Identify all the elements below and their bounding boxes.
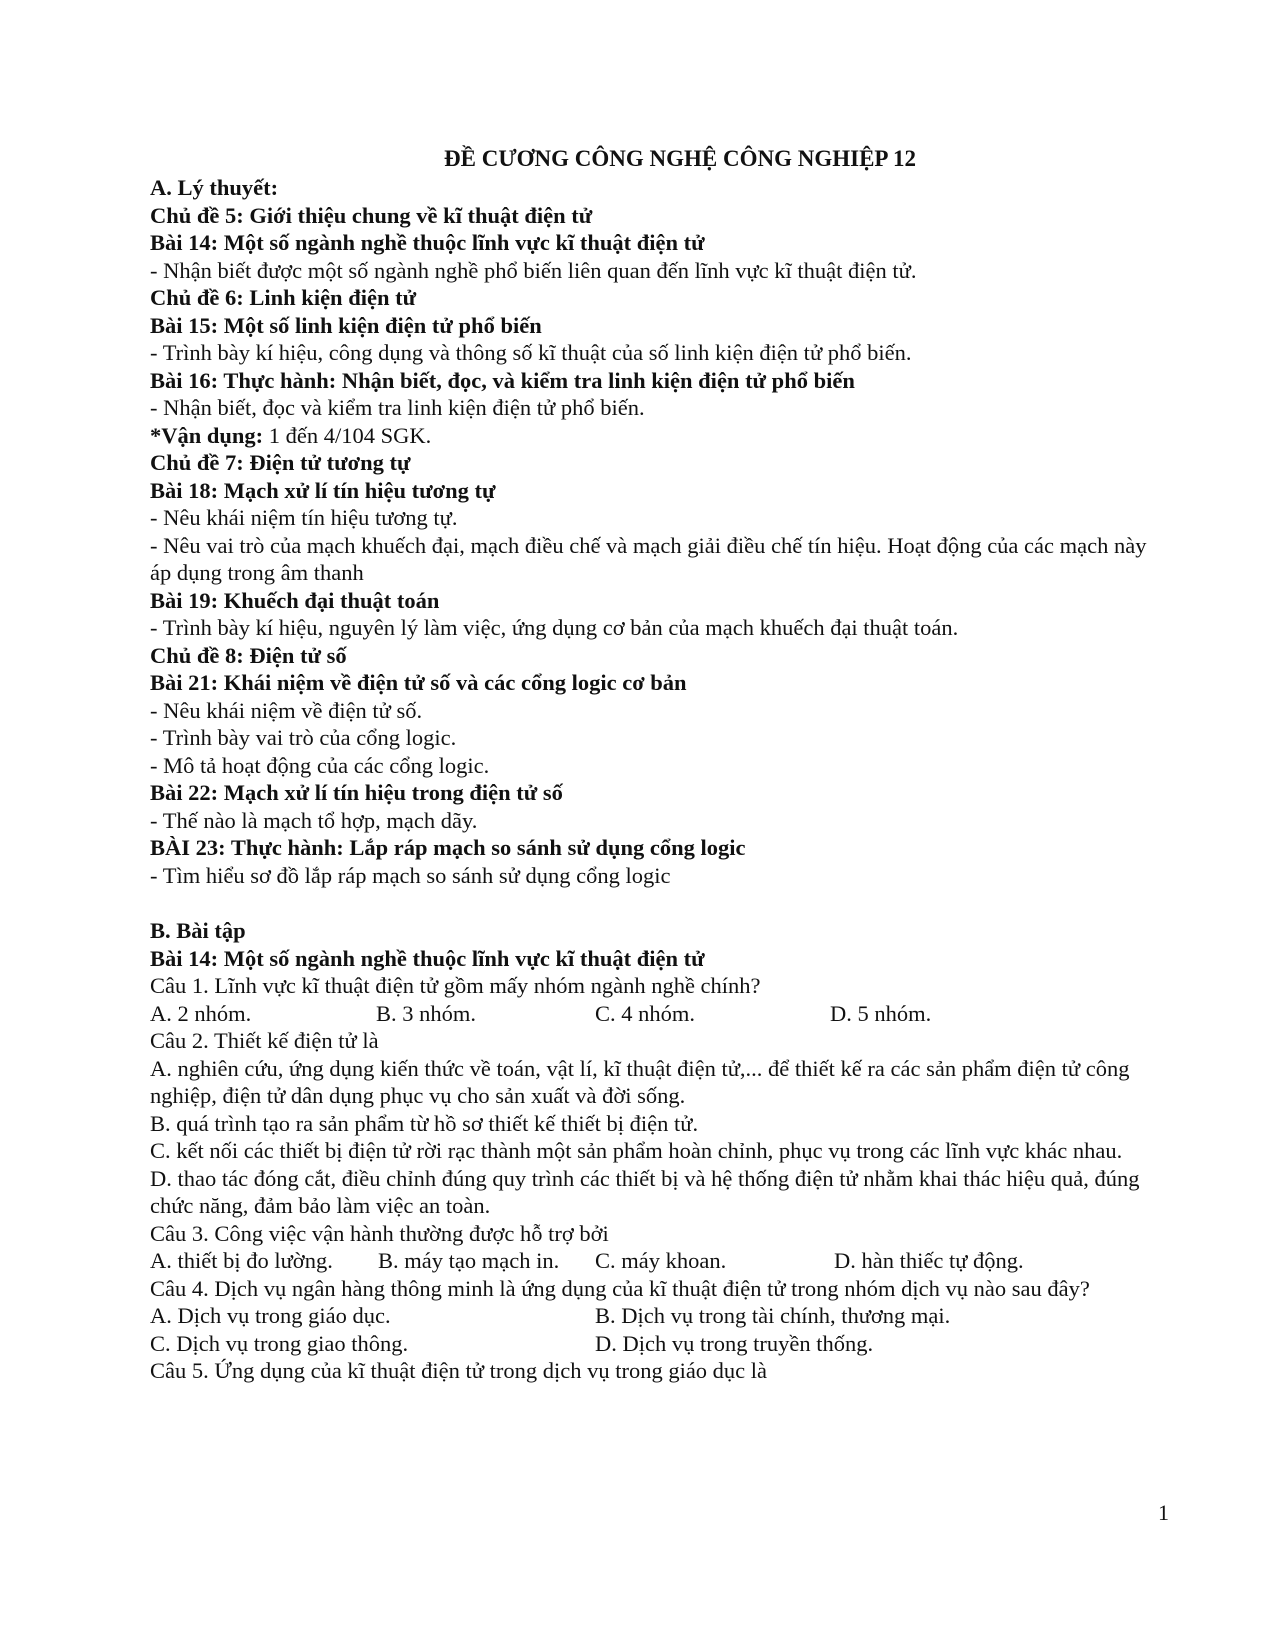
option: D. 5 nhóm. [830,1000,932,1026]
text-line: - Mô tả hoạt động của các cổng logic. [150,752,490,778]
question-2: Câu 2. Thiết kế điện tử là [150,1028,379,1053]
option: B. Dịch vụ trong tài chính, thương mại. [595,1303,951,1328]
question-4-options [150,1330,1170,1358]
question-1-options [150,1000,1170,1028]
lesson-heading: Bài 14: Một số ngành nghề thuộc lĩnh vực kĩ thuật điện tử [150,945,705,971]
option: C. Dịch vụ trong giao thông. [150,1330,409,1356]
heading-line: Chủ đề 7: Điện tử tương tự [150,450,411,475]
option: B. 3 nhóm. [376,1000,477,1026]
heading-line: Bài 18: Mạch xử lí tín hiệu tương tự [150,477,496,503]
option: A. 2 nhóm. [150,1000,252,1026]
heading-line: Bài 16: Thực hành: Nhận biết, đọc, và kiểm tra linh kiện điện tử phổ biến [150,367,855,393]
option: D. thao tác đóng cắt, điều chỉnh đúng quy trình các thiết bị và hệ thống điện tử nhằm khai thác hiệu quả, đúng chức năng, đảm bảo làm việc an toàn. [150,1165,1140,1218]
question-1: Câu 1. Lĩnh vực kĩ thuật điện tử gồm mấy nhóm ngành nghề chính? [150,973,761,998]
text-line: - Nhận biết được một số ngành nghề phổ biến liên quan đến lĩnh vực kĩ thuật điện tử. [150,257,917,283]
section-b-heading: B. Bài tập [150,918,246,943]
heading-line: Bài 14: Một số ngành nghề thuộc lĩnh vực kĩ thuật điện tử [150,230,705,255]
question-4: Câu 4. Dịch vụ ngân hàng thông minh là ứng dụng của kĩ thuật điện tử trong nhóm dịch vụ nào sau đây? [150,1275,1090,1301]
option: D. hàn thiếc tự động. [834,1248,1024,1273]
question-5: Câu 5. Ứng dụng của kĩ thuật điện tử trong dịch vụ trong giáo dục là [150,1358,768,1383]
heading-line: Chủ đề 8: Điện tử số [150,642,347,668]
text-line: - Nhận biết, đọc và kiểm tra linh kiện điện tử phổ biến. [150,395,645,420]
option: A. thiết bị đo lường. [150,1248,333,1273]
heading-line: Chủ đề 6: Linh kiện điện tử [150,285,417,310]
option: C. máy khoan. [595,1248,727,1273]
vandung-label: *Vận dụng: [150,422,264,448]
text-line: - Nêu vai trò của mạch khuếch đại, mạch điều chế và mạch giải điều chế tín hiệu. Hoạt động của các mạch này áp dụng trong âm thanh [150,532,1147,585]
option: B. máy tạo mạch in. [378,1248,560,1273]
heading-line: Bài 19: Khuếch đại thuật toán [150,587,440,613]
option: B. quá trình tạo ra sản phẩm từ hồ sơ thiết kế thiết bị điện tử. [150,1110,699,1136]
option: C. kết nối các thiết bị điện tử rời rạc thành một sản phẩm hoàn chỉnh, phục vụ trong các lĩnh vực khác nhau. [150,1138,1123,1163]
section-a-lines [150,587,1170,890]
text-line: - Tìm hiểu sơ đồ lắp ráp mạch so sánh sử dụng cổng logic [150,862,671,888]
heading-line: Bài 21: Khái niệm về điện tử số và các cổng logic cơ bản [150,670,687,695]
vandung-line [150,422,1170,450]
text-line: - Thế nào là mạch tổ hợp, mạch dãy. [150,807,478,833]
option: A. nghiên cứu, ứng dụng kiến thức về toán, vật lí, kĩ thuật điện tử,... để thiết kế ra các sản phẩm điện tử công nghiệp, điện tử dân dụng phục vụ cho sản xuất và đời sống. [150,1055,1130,1108]
option: D. Dịch vụ trong truyền thống. [595,1330,874,1356]
section-a-lines [150,449,1170,532]
text-line: - Trình bày kí hiệu, công dụng và thông số kĩ thuật của số linh kiện điện tử phổ biến. [150,340,912,365]
heading-line: BÀI 23: Thực hành: Lắp ráp mạch so sánh sử dụng cổng logic [150,835,746,860]
heading-line: Bài 15: Một số linh kiện điện tử phổ biến [150,312,542,338]
text-line: - Nêu khái niệm tín hiệu tương tự. [150,505,458,530]
text-line: - Trình bày vai trò của cổng logic. [150,725,457,750]
option: A. Dịch vụ trong giáo dục. [150,1303,391,1328]
question-4-options [150,1302,1170,1330]
section-a-lines [150,202,1170,422]
section-a-heading: A. Lý thuyết: [150,175,279,200]
document-page [150,145,1170,1385]
text-line: - Nêu khái niệm về điện tử số. [150,697,423,723]
page-title: ĐỀ CƯƠNG CÔNG NGHỆ CÔNG NGHIỆP 12 [444,146,916,171]
text-line: - Trình bày kí hiệu, nguyên lý làm việc, ứng dụng cơ bản của mạch khuếch đại thuật toán. [150,615,959,640]
option: C. 4 nhóm. [595,1000,696,1026]
heading-line: Chủ đề 5: Giới thiệu chung về kĩ thuật điện tử [150,202,593,228]
heading-line: Bài 22: Mạch xử lí tín hiệu trong điện tử số [150,780,563,805]
question-3: Câu 3. Công việc vận hành thường được hỗ trợ bởi [150,1220,609,1246]
vandung-text: 1 đến 4/104 SGK. [263,422,432,448]
page-number: 1 [1158,1500,1169,1525]
question-3-options [150,1247,1170,1275]
